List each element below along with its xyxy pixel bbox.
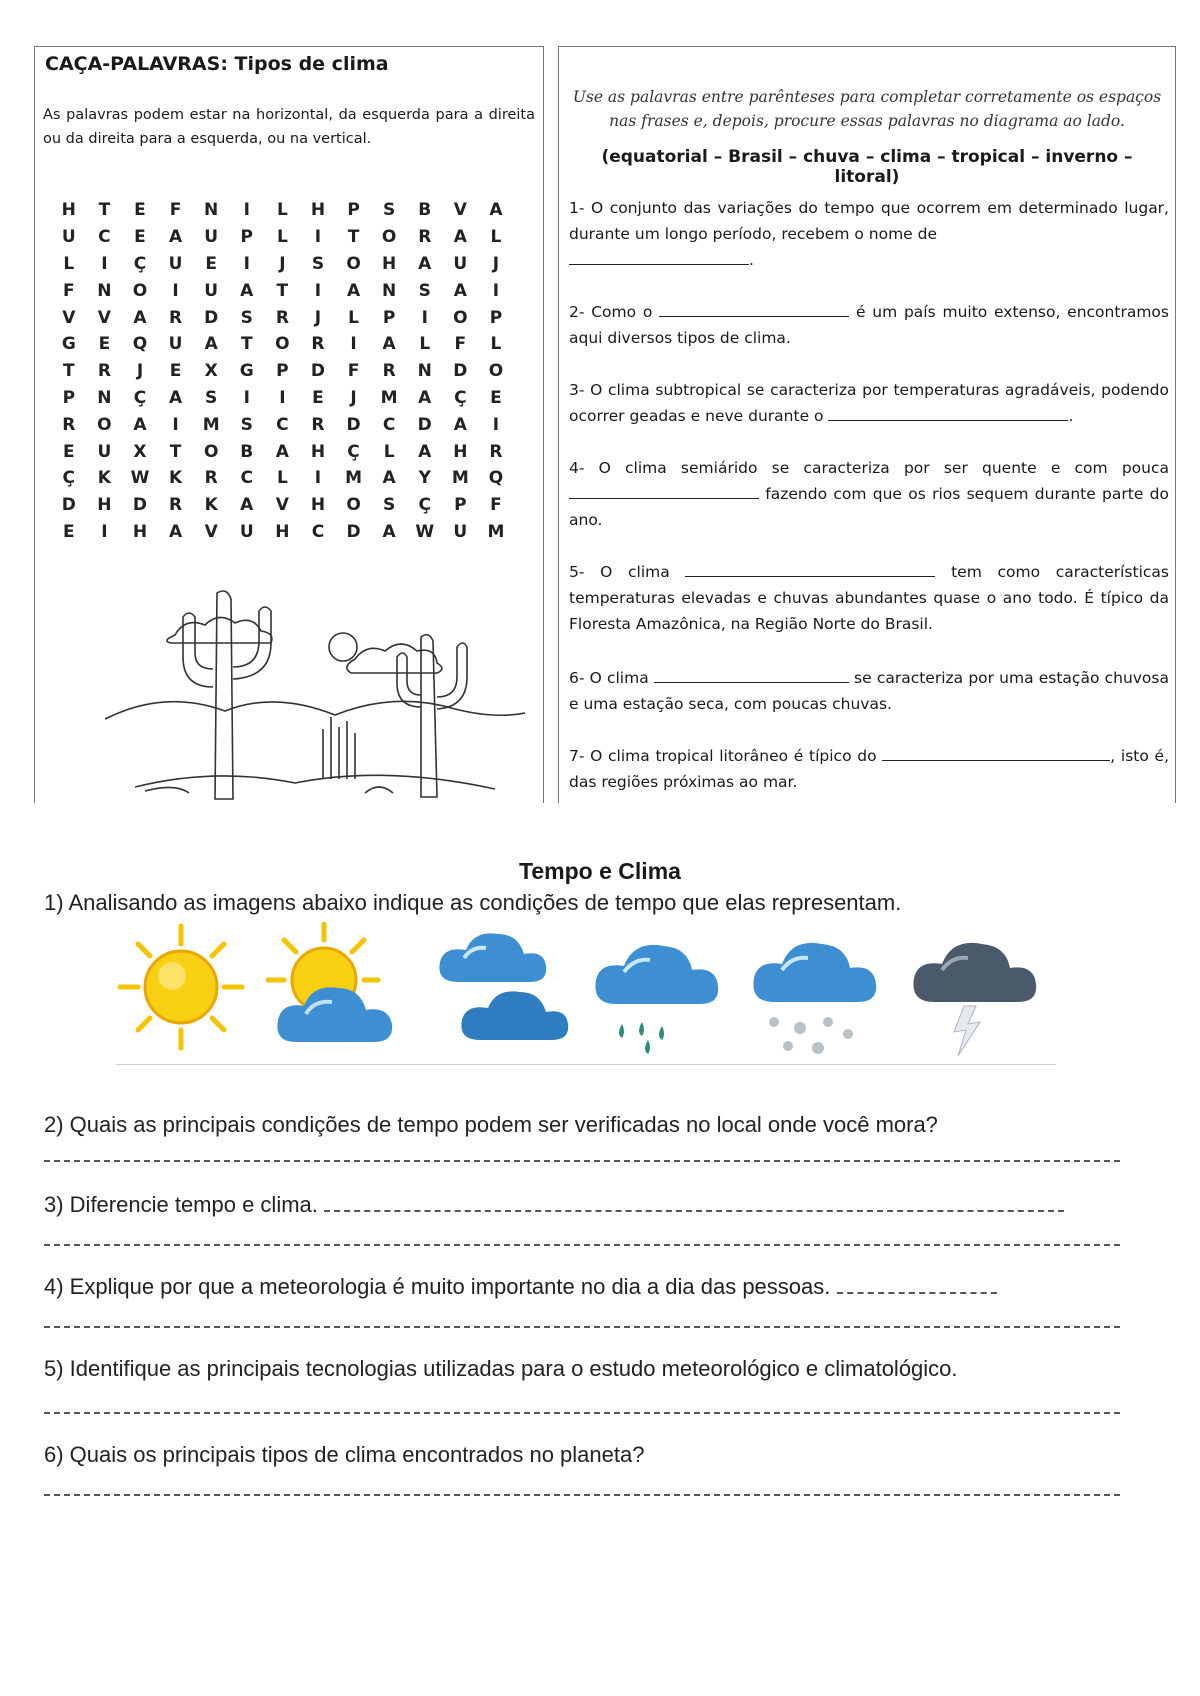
grid-cell[interactable]: E xyxy=(62,521,75,542)
grid-cell[interactable]: D xyxy=(310,361,326,382)
grid-row xyxy=(51,385,514,412)
fill-question-3-end: . xyxy=(1068,407,1074,425)
grid-cell[interactable]: L xyxy=(383,441,395,462)
grid-cell[interactable]: S xyxy=(240,307,253,328)
grid-cell[interactable]: R xyxy=(275,307,289,328)
answer-blank[interactable] xyxy=(882,746,1110,761)
grid-row xyxy=(51,492,514,519)
answer-line[interactable] xyxy=(44,1326,1120,1328)
grid-cell[interactable]: T xyxy=(347,227,360,248)
grid-cell[interactable]: R xyxy=(169,495,183,516)
fill-question-4 xyxy=(569,455,1169,533)
grid-cell[interactable]: R xyxy=(489,441,503,462)
grid-cell[interactable]: I xyxy=(492,414,500,435)
grid-cell[interactable]: E xyxy=(134,227,146,248)
grid-cell[interactable]: A xyxy=(168,387,183,408)
grid-cell[interactable]: P xyxy=(382,307,396,328)
fill-question-2 xyxy=(569,299,1169,351)
grid-cell[interactable]: Ç xyxy=(347,441,360,462)
fill-question-7 xyxy=(569,743,1169,795)
fill-question-6-end: se caracteriza por uma estação chuvosa e uma estação seca, com poucas chuvas. xyxy=(569,669,1169,713)
grid-cell[interactable]: K xyxy=(204,495,218,516)
grid-cell[interactable]: E xyxy=(490,387,502,408)
answer-blank[interactable] xyxy=(659,302,849,317)
grid-cell[interactable]: T xyxy=(169,441,182,462)
sun-icon xyxy=(116,922,246,1052)
grid-cell[interactable]: F xyxy=(454,334,467,355)
grid-cell[interactable]: U xyxy=(204,227,219,248)
grid-cell[interactable]: E xyxy=(98,334,111,355)
grid-cell[interactable]: J xyxy=(279,253,286,274)
fill-in-panel xyxy=(558,46,1176,803)
grid-cell[interactable]: A xyxy=(418,253,432,274)
grid-cell[interactable]: A xyxy=(418,441,432,462)
fill-question-1-end: . xyxy=(749,251,754,269)
grid-cell[interactable]: U xyxy=(453,253,468,274)
grid-cell[interactable]: U xyxy=(204,280,219,301)
grid-cell[interactable]: I xyxy=(314,468,322,489)
grid-cell[interactable]: A xyxy=(168,227,183,248)
grid-cell[interactable]: A xyxy=(453,414,467,435)
grid-cell[interactable]: I xyxy=(172,280,179,301)
answer-blank[interactable] xyxy=(569,250,749,265)
grid-cell[interactable]: R xyxy=(382,361,396,382)
grid-cell[interactable]: N xyxy=(97,280,112,301)
grid-cell[interactable]: L xyxy=(63,253,75,274)
grid-cell[interactable]: J xyxy=(136,361,144,382)
grid-row xyxy=(51,304,514,331)
grid-cell[interactable]: J xyxy=(492,253,500,274)
grid-cell[interactable]: O xyxy=(346,495,361,516)
grid-cell[interactable]: A xyxy=(168,521,183,542)
grid-cell[interactable]: H xyxy=(132,521,148,542)
grid-cell[interactable]: C xyxy=(382,414,396,435)
grid-cell[interactable]: O xyxy=(97,414,112,435)
answer-blank[interactable] xyxy=(828,406,1068,421)
grid-cell[interactable]: X xyxy=(133,441,147,462)
grid-cell[interactable]: T xyxy=(240,334,253,355)
grid-cell[interactable]: B xyxy=(240,441,254,462)
grid-cell[interactable]: P xyxy=(240,227,253,248)
question-3-text: 3) Diferencie tempo e clima. xyxy=(44,1192,318,1217)
answer-line[interactable] xyxy=(837,1276,997,1294)
grid-cell[interactable]: A xyxy=(453,280,467,301)
answer-line[interactable] xyxy=(44,1160,1120,1162)
question-4-text: 4) Explique por que a meteorologia é muito importante no dia a dia das pessoas. xyxy=(44,1274,831,1299)
grid-cell[interactable]: I xyxy=(314,227,322,248)
wordsearch-title: CAÇA-PALAVRAS: Tipos de clima xyxy=(45,53,389,75)
grid-cell[interactable]: M xyxy=(202,414,220,435)
grid-cell[interactable]: I xyxy=(243,253,250,274)
grid-cell[interactable]: I xyxy=(172,414,179,435)
grid-cell[interactable]: Ç xyxy=(133,387,147,408)
rain-cloud-icon xyxy=(586,922,736,1062)
grid-cell[interactable]: T xyxy=(62,361,75,382)
fill-question-7-end: , isto é, das regiões próximas ao mar. xyxy=(569,747,1169,791)
grid-cell[interactable]: A xyxy=(133,414,147,435)
grid-cell[interactable]: D xyxy=(61,495,76,516)
grid-cell[interactable]: H xyxy=(310,441,326,462)
grid-cell[interactable]: F xyxy=(490,495,502,516)
grid-cell[interactable]: R xyxy=(97,361,111,382)
question-2: 2) Quais as principais condições de tempo podem ser verificadas no local onde você mora? xyxy=(44,1112,938,1137)
divider xyxy=(116,1064,1056,1065)
grid-cell[interactable]: D xyxy=(346,521,361,542)
sun-cloud-icon xyxy=(266,922,416,1062)
fill-question-6 xyxy=(569,665,1169,717)
grid-cell[interactable]: S xyxy=(383,200,396,221)
answer-line[interactable] xyxy=(44,1412,1120,1414)
fill-question-2-text: 2- Como o xyxy=(569,303,653,321)
grid-cell[interactable]: H xyxy=(453,441,468,462)
word-bank: (equatorial – Brasil – chuva – clima – tropical – inverno – litoral) xyxy=(601,147,1133,187)
wordsearch-grid xyxy=(51,197,514,545)
grid-cell[interactable]: R xyxy=(311,414,325,435)
grid-cell[interactable]: R xyxy=(311,334,325,355)
grid-cell[interactable]: A xyxy=(346,280,361,301)
grid-cell[interactable]: L xyxy=(276,200,288,221)
answer-blank[interactable] xyxy=(569,484,759,499)
answer-line[interactable] xyxy=(44,1244,1120,1246)
grid-cell[interactable]: M xyxy=(380,387,398,408)
grid-cell[interactable]: L xyxy=(419,334,431,355)
grid-cell[interactable]: O xyxy=(381,227,397,248)
grid-cell[interactable]: A xyxy=(382,334,396,355)
fill-question-1-text: 1- O conjunto das variações do tempo que ocorrem em determinado lugar, durante um longo período, recebem o nome de xyxy=(569,199,1169,243)
grid-cell[interactable]: N xyxy=(97,387,112,408)
grid-cell[interactable]: M xyxy=(345,468,362,489)
grid-cell[interactable]: D xyxy=(453,361,468,382)
grid-cell[interactable]: T xyxy=(98,200,111,221)
wordsearch-panel xyxy=(34,46,544,803)
grid-cell[interactable]: C xyxy=(276,414,289,435)
grid-cell[interactable]: O xyxy=(132,280,148,301)
grid-cell[interactable]: P xyxy=(62,387,76,408)
fill-question-5 xyxy=(569,559,1169,637)
grid-row xyxy=(51,251,514,278)
grid-cell[interactable]: P xyxy=(276,361,289,382)
grid-cell[interactable]: R xyxy=(204,468,218,489)
section-title: Tempo e Clima xyxy=(519,858,681,884)
grid-cell[interactable]: E xyxy=(169,361,182,382)
grid-cell[interactable]: E xyxy=(62,441,75,462)
answer-blank[interactable] xyxy=(685,562,935,577)
question-4 xyxy=(44,1274,997,1300)
grid-cell[interactable]: U xyxy=(168,334,183,355)
grid-cell[interactable]: L xyxy=(276,468,288,489)
grid-cell[interactable]: O xyxy=(275,334,290,355)
grid-cell[interactable]: I xyxy=(421,307,428,328)
grid-cell[interactable]: U xyxy=(168,253,183,274)
grid-cell[interactable]: G xyxy=(239,361,254,382)
grid-cell[interactable]: A xyxy=(489,200,503,221)
question-6: 6) Quais os principais tipos de clima encontrados no planeta? xyxy=(44,1442,645,1467)
grid-cell[interactable]: H xyxy=(382,253,397,274)
fill-question-4-end: fazendo com que os rios sequem durante parte do ano. xyxy=(569,485,1169,529)
grid-row xyxy=(51,331,514,358)
grid-cell[interactable]: V xyxy=(62,307,76,328)
grid-cell[interactable]: L xyxy=(276,227,288,248)
grid-cell[interactable]: W xyxy=(130,468,150,489)
grid-cell[interactable]: V xyxy=(275,495,289,516)
grid-cell[interactable]: Q xyxy=(488,468,504,489)
grid-cell[interactable]: B xyxy=(418,200,432,221)
grid-cell[interactable]: I xyxy=(279,387,286,408)
grid-cell[interactable]: I xyxy=(243,387,250,408)
grid-cell[interactable]: O xyxy=(346,253,361,274)
grid-cell[interactable]: M xyxy=(451,468,469,489)
fill-question-5-end: tem como características temperaturas elevadas e chuvas abundantes quase o ano todo. É típico da Floresta Amazônica, na Região Norte do Brasil. xyxy=(569,563,1169,633)
grid-cell[interactable]: O xyxy=(488,361,504,382)
grid-cell[interactable]: S xyxy=(205,387,218,408)
grid-cell[interactable]: F xyxy=(347,361,360,382)
clouds-icon xyxy=(428,922,578,1052)
grid-cell[interactable]: H xyxy=(97,495,112,516)
grid-cell[interactable]: R xyxy=(169,307,183,328)
grid-cell[interactable]: D xyxy=(346,414,361,435)
grid-cell[interactable]: U xyxy=(239,521,254,542)
grid-cell[interactable]: J xyxy=(350,387,357,408)
weather-icons-row xyxy=(116,922,1052,1062)
grid-cell[interactable]: T xyxy=(276,280,289,301)
grid-cell[interactable]: K xyxy=(97,468,111,489)
grid-cell[interactable]: U xyxy=(453,521,468,542)
grid-cell[interactable]: L xyxy=(490,227,502,248)
grid-cell[interactable]: J xyxy=(314,307,322,328)
grid-cell[interactable]: C xyxy=(98,227,111,248)
grid-cell[interactable]: Ç xyxy=(454,387,467,408)
grid-cell[interactable]: A xyxy=(240,495,254,516)
grid-cell[interactable]: M xyxy=(487,521,505,542)
question-3 xyxy=(44,1192,1064,1218)
grid-cell[interactable]: S xyxy=(383,495,396,516)
grid-row xyxy=(51,438,514,465)
grid-cell[interactable]: I xyxy=(101,253,108,274)
grid-row xyxy=(51,197,514,224)
question-5: 5) Identifique as principais tecnologias utilizadas para o estudo meteorológico e climatológico. xyxy=(44,1356,958,1381)
snow-cloud-icon xyxy=(744,922,894,1062)
grid-cell[interactable]: D xyxy=(417,414,432,435)
grid-row xyxy=(51,277,514,304)
grid-cell[interactable]: Ç xyxy=(418,495,431,516)
answer-line[interactable] xyxy=(44,1494,1120,1496)
grid-cell[interactable]: A xyxy=(275,441,289,462)
grid-cell[interactable]: F xyxy=(62,280,75,301)
grid-cell[interactable]: S xyxy=(240,414,253,435)
fill-question-3 xyxy=(569,377,1169,429)
question-1: 1) Analisando as imagens abaixo indique as condições de tempo que elas representam. xyxy=(44,890,902,915)
grid-cell[interactable]: F xyxy=(169,200,182,221)
grid-cell[interactable]: N xyxy=(204,200,219,221)
grid-cell[interactable]: O xyxy=(203,441,219,462)
grid-cell[interactable]: C xyxy=(311,521,325,542)
grid-cell[interactable]: G xyxy=(61,334,76,355)
grid-cell[interactable]: V xyxy=(453,200,467,221)
grid-cell[interactable]: E xyxy=(205,253,217,274)
fill-in-instructions: Use as palavras entre parênteses para completar corretamente os espaços nas frases e, depois, procure essas palavras no diagrama ao lado. xyxy=(572,88,1162,130)
grid-cell[interactable]: H xyxy=(275,521,290,542)
grid-cell[interactable]: I xyxy=(243,200,250,221)
fill-question-2-end: é um país muito extenso, encontramos aqui diversos tipos de clima. xyxy=(569,303,1169,347)
grid-row xyxy=(51,358,514,385)
grid-row xyxy=(51,411,514,438)
grid-cell[interactable]: V xyxy=(97,307,111,328)
grid-cell[interactable]: E xyxy=(134,200,146,221)
grid-cell[interactable]: Ç xyxy=(62,468,76,489)
grid-row xyxy=(51,224,514,251)
grid-cell[interactable]: D xyxy=(204,307,219,328)
answer-blank[interactable] xyxy=(654,668,849,683)
answer-line[interactable] xyxy=(324,1194,1064,1212)
grid-cell[interactable]: I xyxy=(492,280,500,301)
grid-cell[interactable]: P xyxy=(454,495,467,516)
grid-cell[interactable]: U xyxy=(97,441,112,462)
fill-question-3-text: 3- O clima subtropical se caracteriza por temperaturas agradáveis, podendo ocorrer geadas e neve durante o xyxy=(569,381,1169,425)
grid-cell[interactable]: A xyxy=(382,521,396,542)
grid-cell[interactable]: R xyxy=(418,227,432,248)
fill-question-6-text: 6- O clima xyxy=(569,669,649,687)
grid-cell[interactable]: H xyxy=(310,495,326,516)
grid-cell[interactable]: Q xyxy=(132,334,148,355)
grid-cell[interactable]: H xyxy=(310,200,326,221)
grid-cell[interactable]: L xyxy=(490,334,502,355)
grid-cell[interactable]: L xyxy=(348,307,359,328)
grid-cell[interactable]: D xyxy=(132,495,148,516)
grid-cell[interactable]: O xyxy=(453,307,468,328)
grid-cell[interactable]: I xyxy=(101,521,108,542)
grid-cell[interactable]: C xyxy=(240,468,253,489)
desert-illustration xyxy=(105,577,525,803)
grid-cell[interactable]: H xyxy=(61,200,76,221)
grid-cell[interactable]: A xyxy=(133,307,147,328)
grid-cell[interactable]: A xyxy=(382,468,396,489)
grid-cell[interactable]: I xyxy=(350,334,357,355)
grid-cell[interactable]: X xyxy=(204,361,218,382)
grid-cell[interactable]: S xyxy=(311,253,325,274)
grid-row xyxy=(51,465,514,492)
grid-cell[interactable]: R xyxy=(62,414,76,435)
grid-cell[interactable]: K xyxy=(168,468,183,489)
wordsearch-instructions: As palavras podem estar na horizontal, da esquerda para a direita ou da direita para a esquerda, ou na vertical. xyxy=(43,107,535,147)
grid-cell[interactable]: V xyxy=(204,521,218,542)
grid-cell[interactable]: A xyxy=(418,387,432,408)
grid-cell[interactable]: Ç xyxy=(133,253,147,274)
fill-question-7-text: 7- O clima tropical litorâneo é típico do xyxy=(569,747,877,765)
grid-cell[interactable]: N xyxy=(382,280,397,301)
grid-cell[interactable]: A xyxy=(204,334,218,355)
grid-cell[interactable]: S xyxy=(418,280,431,301)
grid-cell[interactable]: P xyxy=(489,307,503,328)
grid-cell[interactable]: U xyxy=(61,227,76,248)
fill-question-1 xyxy=(569,195,1169,273)
grid-cell[interactable]: E xyxy=(312,387,324,408)
fill-question-4-text: 4- O clima semiárido se caracteriza por ser quente e com pouca xyxy=(569,459,1169,477)
grid-cell[interactable]: P xyxy=(347,200,360,221)
grid-cell[interactable]: A xyxy=(240,280,254,301)
storm-cloud-icon xyxy=(904,922,1054,1062)
grid-row xyxy=(51,519,514,546)
grid-cell[interactable]: W xyxy=(415,521,435,542)
grid-cell[interactable]: N xyxy=(417,361,432,382)
fill-question-5-text: 5- O clima xyxy=(569,563,670,581)
grid-cell[interactable]: I xyxy=(314,280,322,301)
grid-cell[interactable]: Y xyxy=(418,468,431,489)
grid-cell[interactable]: A xyxy=(453,227,467,248)
